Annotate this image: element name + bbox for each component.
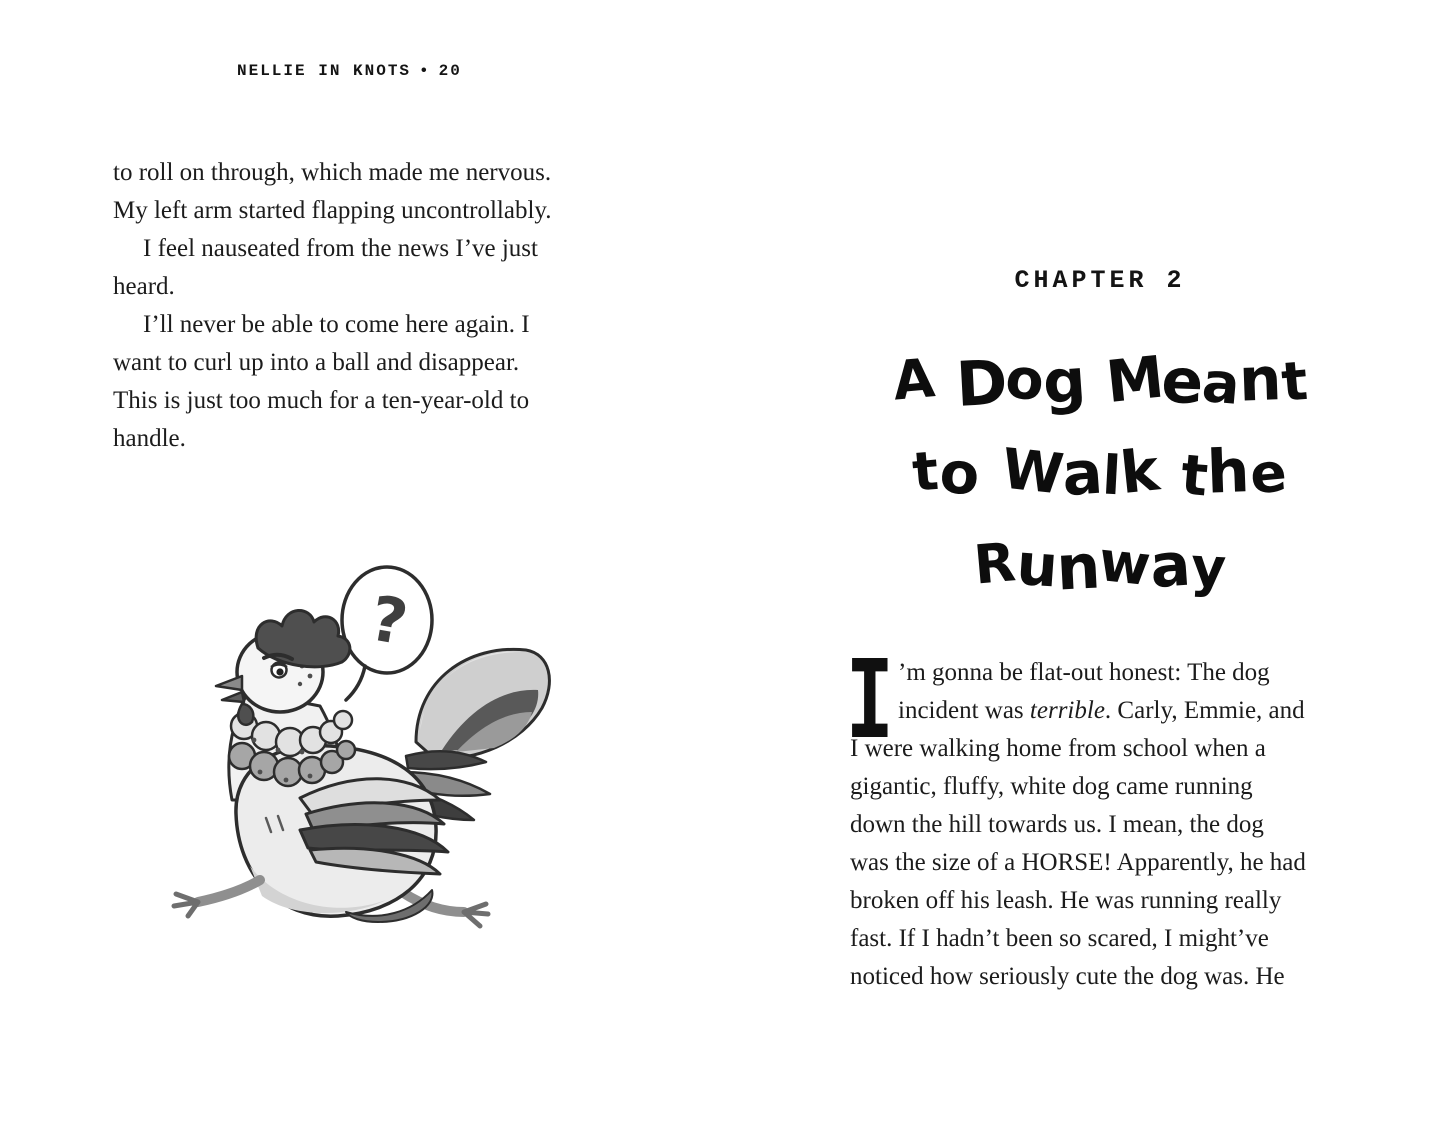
text-line: noticed how seriously cute the dog was. He	[850, 963, 1285, 990]
left-page-text	[113, 154, 552, 458]
text-line: I were walking home from school when a	[850, 735, 1266, 762]
text-segment-italic: terrible	[1029, 697, 1105, 724]
text-line: ’m gonna be flat-out honest: The dog	[898, 659, 1270, 686]
text-line: was the size of a HORSE! Apparently, he had	[850, 849, 1306, 876]
text-line: fast. If I hadn’t been so scared, I might’ve	[850, 925, 1269, 952]
text-line: handle.	[113, 425, 186, 452]
text-line: gigantic, fluffy, white dog came running	[850, 773, 1253, 800]
question-mark: ?	[364, 581, 413, 660]
running-header	[237, 62, 462, 80]
drop-cap: I	[846, 638, 894, 774]
text-line: I feel nauseated from the news I’ve just	[143, 235, 538, 262]
text-line: heard.	[113, 273, 175, 300]
chapter-title-line: A Dog Meant	[890, 343, 1311, 421]
beak-lower	[222, 692, 244, 702]
text-line: want to curl up into a ball and disappear.	[113, 349, 520, 376]
text-line: My left arm started flapping uncontrollably.	[113, 197, 552, 224]
text-line: down the hill towards us. I mean, the dog	[850, 811, 1264, 838]
wattle	[238, 704, 253, 725]
text-segment: incident was	[898, 697, 1030, 724]
right-page-text	[850, 654, 1306, 996]
running-header-page-number: 20	[438, 62, 462, 80]
front-leg	[198, 880, 260, 902]
running-header-title: NELLIE IN KNOTS	[237, 62, 412, 80]
text-line: This is just too much for a ten-year-old to	[113, 387, 530, 414]
text-line: broken off his leash. He was running really	[850, 887, 1282, 914]
chapter-title-line: Runway	[971, 529, 1228, 605]
chapter-title	[810, 336, 1390, 612]
pupil	[276, 668, 283, 675]
text-line: to roll on through, which made me nervous.	[113, 159, 552, 186]
chicken-illustration	[150, 560, 570, 980]
chapter-label: CHAPTER 2	[1014, 266, 1186, 295]
speech-bubble	[342, 567, 432, 700]
beak-upper	[216, 676, 242, 690]
front-foot	[174, 894, 198, 916]
text-segment: . Carly, Emmie, and	[1104, 697, 1305, 724]
running-header-separator: •	[419, 62, 431, 80]
text-line	[850, 692, 1306, 730]
rear-foot	[464, 904, 488, 926]
text-line: I’ll never be able to come here again. I	[143, 311, 530, 338]
chapter-title-line: to Walk the	[910, 436, 1290, 510]
